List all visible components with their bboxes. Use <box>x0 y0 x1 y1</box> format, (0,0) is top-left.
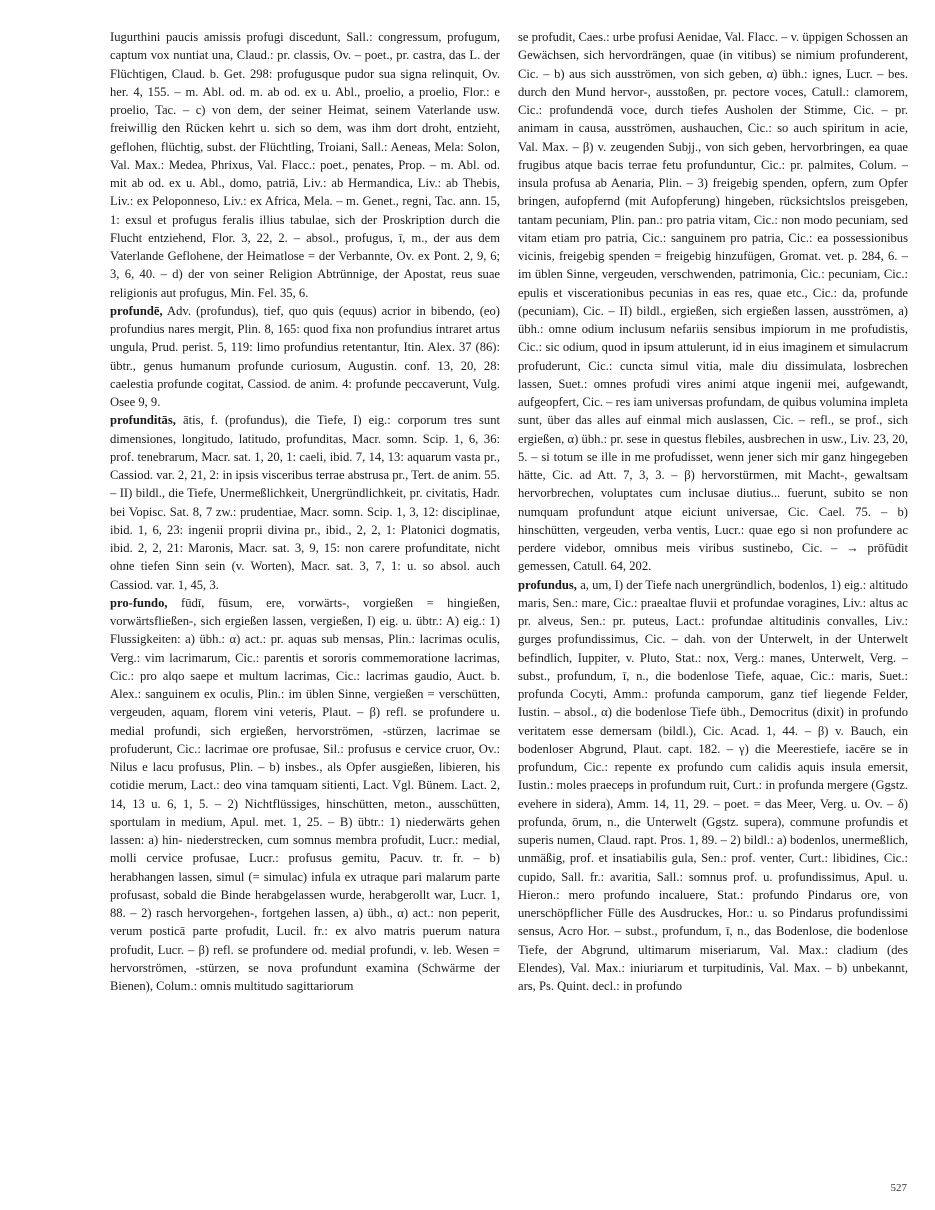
entry-lemma: profundē, <box>110 303 163 318</box>
entry-profunde <box>110 302 500 412</box>
entry-lemma: pro-fundo, <box>110 595 168 610</box>
entry-profundo <box>110 594 500 996</box>
page-number: 527 <box>890 1182 907 1194</box>
entry-text: ātis, f. (profundus), die Tiefe, I) eig.: corporum tres sunt dimensiones, longitudo, latitudo, profunditas, Macr. somn. Scip. 1, 6, 36: prof. tenebrarum, Macr. sat. 1, 20, 1: caeli, ibid. 7, 14, 13: aquarum vasta pr., Cassiod. var. 2, 21, 2: in ipsis visceribus terrae abstrusa pr., Tert. de anim. 55. – II) bildl., die Tiefe, Unermeßlichkeit, Unergründlichkeit, pr. civitatis, Hadr. bei Vopisc. Sat. 8, 7 zw.: prudentiae, Macr. somn. Scip. 1, 3, 12: disciplinae, ibid. 1, 6, 23: ingenii proprii divina pr., ibid., 2, 2, 1: Platonici dogmatis, ibid. 2, 2, 21: Maronis, Macr. sat. 3, 9, 15: non carere profunditate, nicht ohne tiefen Sinn sein (v. Worten), Macr. sat. 3, 7, 1: u. so absol. auch Cassiod. var. 1, 45, 3. <box>110 413 500 592</box>
entry-text: se profudit, Caes.: urbe profusi Aenidae, Val. Flacc. – v. üppigen Schossen an Gewächsen, sich hervordrängen, quae (in vitibus) se nimium profunderent, Cic. – b) aus sich ausströmen, von sich geben, α) übh.: ignes, Lucr. – bes. durch den Mund hervor-, ausstoßen, pr. pectore voces, Catull.: clamorem, Cic.: profundendā voce, durch tiefes Ausholen der Stimme, Cic. – pr. animam in causa, ausströmen, aushauchen, Cic.: so auch spiritum in acie, Val. Max. – β) v. zeugenden Subjj., von sich geben, hervorbringen, ea quae frugibus atque bacis terrae fetu profunduntur, Cic.: pr. palmites, Colum. – insula profusa ab Aenaria, Plin. – 3) freigebig spenden, opfern, zum Opfer bringen, aufopfernd (mit Aufopferung) hingeben, rücksichtslos preisgeben, tantam pecuniam, Plin. pan.: pro patria vitam, Cic.: non modo pecuniam, sed vitam etiam pro patria, Cic.: sanguinem pro patria, Cic.: ea possessionibus vicinis, freigebig spenden = freigebig hinzufügen, Gromat. vet. p. 284, 6. – im üblen Sinne, vergeuden, verschwenden, patrimonia, Cic.: pecuniam, Cic.: epulis et viscerationibus pecunias in eas res, quae etc., Cic.: da, profunde (pecuniam), Cic. – II) bildl., ergießen, sich ergießen lassen, ausströmen, a) übh.: omne odium inclusum nefariis sensibus impiorum in me profudistis, Cic.: sic odium, quod in ipsum attulerunt, id in eius imaginem et simulacrum profuderunt, Cic.: cuncta simul vitia, male diu dissimulata, losbrechen lassen, Suet.: omnes profudi vires animi atque ingenii mei, aufgewandt, aufgeopfert, Cic. – res iam universas profundam, de quibus volumina impleta sunt, über das alles auf einmal mich auslassen, Cic. – refl., se prof., sich ergießen, α) übh.: pr. sese in questus flebiles, ausbrechen in usw., Liv. 23, 20, 5. – si totum se ille in me profudisset, wenn jener sich mir ganz hingegeben hätte, Cic. ad Att. 7, 3, 3. – β) hervorstürmen, mit Macht-, gewaltsam hervorbrechen, voluptates cum inclusae diutius... fuerunt, subito se non numquam profundunt atque eiciunt universae, Cic. Cael. 75. – b) hinschütten, vergeuden, verba ventis, Lucr.: quae ego si non profundere ac perdere videbor, omnibus meis viribus sustinebo, Cic. – → prōfūdit gemessen, Catull. 64, 202. <box>518 30 908 574</box>
entry-text: a, um, I) der Tiefe nach unergründlich, bodenlos, 1) eig.: altitudo maris, Sen.: mare, Cic.: praealtae fluvii et profundae voragines, Liv.: altus ac pr. alveus, Sen.: pr. puteus, Lact.: profundae altitudinis convalles, Liv.: gurges profundissimus, Cic. – dah. von der Unterwelt, in der Unterwelt befindlich, Iuppiter, v. Pluto, Stat.: nox, Verg.: manes, Unterwelt, Verg. – subst., profundum, ī, n., die bodenlose Tiefe, aquae, Cic.: maris, Suet.: profunda Cocyti, Amm.: profunda camporum, ganz tief liegende Felder, Iustin. – absol., α) die bodenlose Tiefe übh., Democritus (dixit) in profundo veritatem esse demersam (bildl.), Cic. Acad. 1, 44. – β) v. Bauch, ein bodenloser Abgrund, Plaut. capt. 182. – γ) die Meerestiefe, iacēre se in profundum, Cic.: repente ex profundo cum calidis aquis insula emersit, Iustin.: moles praeceps in profundum ruit, Curt.: in profunda mergere (Ggstz. evehere in sidera), Amm. 14, 11, 29. – poet. = das Meer, Verg. u. Ov. – δ) profunda, ōrum, n., die Unterwelt (Ggstz. supera), commune profundis et superis numen, Claud. rapt. Pros. 1, 89. – 2) bildl.: a) bodenlos, unermeßlich, unmäßig, prof. et insatiabilis gula, Sen.: prof. venter, Curt.: libidines, Cic.: cupido, Sall. fr.: avaritia, Sall.: somnus prof. u. profundissimus, Apul. u. Hieron.: mero profundo incaluere, Stat.: profundo Pindarus ore, von unerschöpflicher Fülle des Ausdruckes, Hor.: u. so Pindarus profundissimi sensus, Acro Hor. – subst., profundum, ī, n., das Bodenlose, die bodenlose Tiefe, der Abgrund, ultimarum miseriarum, Val. Max.: cladium (des Elendes), Val. Max.: iniuriarum et turpitudinis, Val. Max. – b) unbekannt, ars, Ps. Quint. decl.: in profundo <box>518 577 908 993</box>
entry-lemma: profundus, <box>518 577 577 592</box>
entry-continuation <box>110 28 500 302</box>
entry-continuation <box>518 28 908 576</box>
entry-text: fūdī, fūsum, ere, vorwärts-, vorgießen = hingießen, vorwärtsfließen-, sich ergießen lassen, vergießen, I) eig. u. übtr.: A) eig.: 1) Flussigkeiten: a) übh.: α) act.: pr. aquas sub mensas, Plin.: lacrimas oculis, Verg.: vim lacrimarum, Cic.: parentis et sororis commemoratione lacrimas, Cic.: pro alqo saepe et multum lacrimas, Cic.: lacrimas gaudio, Auct. b. Alex.: sanguinem ex oculis, Plin.: im üblen Sinne, vergießen = verschütten, vergeuden, aquam, florem vini veteris, Plaut. – β) refl. se profundere u. medial profundi, sich ergießen, hervorströmen, -stürzen, lacrimae se profuderunt, Cic.: lacrimae ore profusae, Sil.: profusus e cervice cruor, Ov.: Nilus e lacu profusus, Plin. – b) insbes., als Opfer ausgießen, libieren, his cotidie merum, Lact.: deo vina tamquam sitienti, Lact. Vgl. Bünem. Lact. 2, 14, 13 u. 6, 1, 5. – 2) Nichtflüssiges, hinschütten, meton., ausschütten, sportulam in medium, Apul. met. 1, 25. – B) übtr.: 1) niederwärts gehen lassen: a) hin- niederstrecken, cum somnus membra profudit, Lucr.: medial, molli cervice profusae, Lucr.: profusus gemitu, Pacuv. tr. fr. – b) herabhangen lassen, simul (= simulac) infula ex utraque pari malarum parte profusast, sobald die Binde herabgelassen wurde, herabgerollt war, Lucr. 1, 88. – 2) rasch hervorgehen-, fortgehen lassen, a) übh., α) act.: non peperit, verum posticā parte profudit, Lucil. fr.: ex alvo matris puerum natura profudit, Lucr. – β) refl. se profundere od. medial profundi, v. leb. Wesen = hervorströmen, -stürzen, se nova profundunt examina (Schwärme der Bienen), Colum.: omnis multitudo sagittariorum <box>110 595 500 993</box>
entry-text: Adv. (profundus), tief, quo quis (equus) acrior in bibendo, (eo) profundius nares mergit, Plin. 8, 165: quod fixa non profundius intraret artus ungula, Prud. perist. 5, 119: limo profundius retentantur, Itin. Alex. 37 (86): übtr., genus humanum profunde curiosum, Augustin. conf. 13, 20, 28: caelestia profunde cogitat, Cassiod. de anim. 4: profunde peccaverunt, Vulg. Osee 9, 9. <box>110 303 500 409</box>
entry-text: Iugurthini paucis amissis profugi discedunt, Sall.: congressum, profugum, captum vox nuntiat una, Claud.: pr. classis, Ov. – poet., pr. castra, das L. der Flüchtigen, Claud. b. Get. 298: profugusque pudor sua signa relinquit, Ov. her. 4, 155. – m. Abl. od. m. ab od. ex u. Abl., proelio, a proelio, Flor.: e proelio, Tac. – c) von dem, der seiner Heimat, seinem Vaterlande usw. freiwillig den Rücken kehrt u. sich so dem, was ihm dort droht, entzieht, geflohen, flüchtig, subst. der Flüchtling, Troiani, Sall.: Aeneas, Mela: Solon, Val. Max.: Medea, Phrixus, Val. Flacc.: poet., penates, Prop. – m. Abl. od. mit ab od. ex u. Abl., domo, patriā, Liv.: ab Hermandica, Liv.: ab Thebis, Liv.: ex Peloponneso, Liv.: ex Africa, Mela. – m. Genet., regni, Tac. ann. 15, 1: exsul et profugus feralis illius tabulae, sich der Proskription durch die Flucht entziehend, Flor. 3, 22, 2. – absol., profugus, ī, m., der aus dem Vaterlande Geflohene, der Heimatlose = der Verbannte, Ov. ex Pont. 2, 9, 6; 3, 6, 40. – d) der von seiner Religion Abtrünnige, der Apostat, reus suae religionis aut profugus, Min. Fel. 35, 6. <box>110 30 500 300</box>
entry-profunditas <box>110 411 500 594</box>
entry-lemma: profunditās, <box>110 413 176 428</box>
left-column <box>110 28 500 1178</box>
entry-profundus <box>518 576 908 996</box>
right-column <box>518 28 908 1178</box>
